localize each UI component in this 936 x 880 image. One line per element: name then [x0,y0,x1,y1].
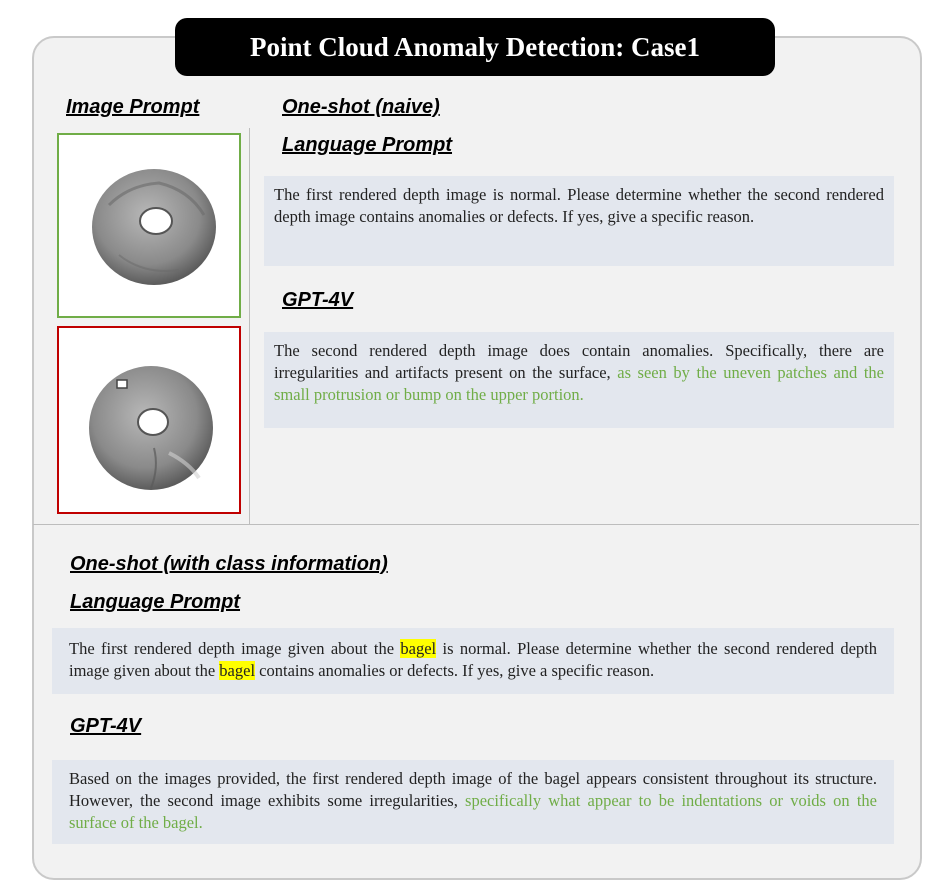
class-keyword-highlight-1: bagel [400,639,437,658]
test-bagel-image [57,326,241,514]
class-prompt-text-3: contains anomalies or defects. If yes, give a specific reason. [255,661,655,680]
naive-gpt-box [264,332,894,428]
image-prompt-heading: Image Prompt [66,96,200,118]
naive-gpt-text-highlight: as seen by the uneven patches and the small protrusion or bump on the upper portion. [274,363,884,404]
naive-language-prompt-text: The first rendered depth image is normal. Please determine whether the second rendered depth image contains anomalies or defects. If yes, give a specific reason. [274,185,884,226]
class-info-gpt-heading: GPT-4V [70,715,142,737]
naive-gpt-text: The second rendered depth image does contain anomalies. Specifically, there are irregularities and artifacts present on the surface, [274,341,884,382]
class-info-language-prompt-box [52,628,894,694]
naive-gpt-heading: GPT-4V [282,289,354,311]
class-info-gpt-box [52,760,894,844]
section-divider [33,524,919,525]
naive-language-prompt-heading: Language Prompt [282,134,453,156]
bagel-normal-render [59,135,239,316]
column-divider [249,128,250,524]
normal-bagel-image [57,133,241,318]
naive-heading: One-shot (naive) [282,96,440,118]
class-keyword-highlight-2: bagel [219,661,256,680]
figure-title: Point Cloud Anomaly Detection: Case1 [175,18,775,76]
naive-language-prompt-box [264,176,894,266]
bagel-anomaly-render [59,328,239,512]
class-prompt-text-2: is normal. Please determine whether the second rendered depth image given about the [69,639,877,680]
class-gpt-text: Based on the images provided, the first rendered depth image of the bagel appears consistent throughout its structure. However, the second image exhibits some irregularities, [69,769,877,810]
anomaly-bump [117,380,127,388]
class-info-language-prompt-heading: Language Prompt [70,591,241,613]
class-info-heading: One-shot (with class information) [70,553,388,575]
class-gpt-text-highlight: specifically what appear to be indentations or voids on the surface of the bagel. [69,791,877,832]
class-prompt-text-1: The first rendered depth image given about the [69,639,401,658]
